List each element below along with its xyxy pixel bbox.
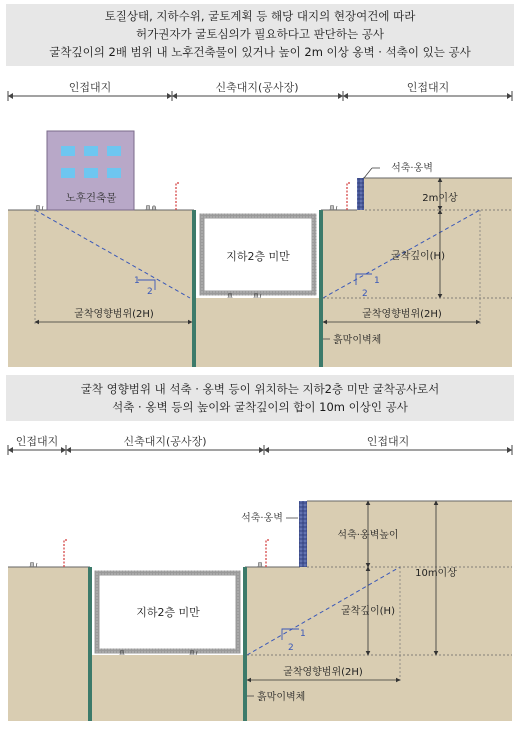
top-influence-right-label: 굴착영향범위(2H): [362, 309, 442, 320]
top-retaining-wall: [357, 178, 364, 210]
bottom-retaining-wall: [299, 501, 307, 567]
bottom-left-pole: [64, 540, 68, 567]
bottom-basement-label: 지하2층 미만: [136, 606, 200, 619]
top-diagram: [8, 80, 512, 367]
top-zone-left-label: 인접대지: [68, 81, 112, 94]
top-left-pile: [192, 210, 196, 367]
top-right-slope-1: 1: [374, 276, 380, 286]
bottom-left-pile: [88, 567, 92, 721]
bottom-right-pole: [266, 540, 270, 567]
height-2m-label: 2m이상: [422, 193, 458, 204]
bottom-slope-2: 2: [288, 643, 294, 653]
top-header-line-3: 굴착깊이의 2배 범위 내 노후건축물이 있거나 높이 2m 이상 옹벽 · 석축이 있는 공사: [49, 45, 471, 59]
top-right-slope-2: 2: [362, 289, 368, 299]
top-right-pole: [347, 183, 351, 210]
top-left-slope-2: 2: [147, 287, 153, 297]
top-header-line-2: 허가권자가 굴토심의가 필요하다고 판단하는 공사: [136, 27, 384, 41]
bottom-depth-label: 굴착깊이(H): [341, 606, 395, 617]
top-depth-label: 굴착깊이(H): [391, 251, 445, 262]
bottom-header-line-2: 석축 · 옹벽 등의 높이와 굴착깊이의 합이 10m 이상인 공사: [112, 400, 408, 414]
top-left-slope-1: 1: [134, 276, 140, 286]
bottom-zone-center-label: 신축대지(공사장): [123, 435, 207, 448]
bottom-right-pile: [243, 567, 247, 721]
bottom-slope-1: 1: [300, 629, 306, 639]
top-wall-label: 흙막이벽체: [333, 335, 382, 346]
old-building-label: 노후건축물: [65, 192, 117, 204]
top-zone-center-label: 신축대지(공사장): [215, 81, 299, 94]
bottom-retaining-wall-label: 석축·옹벽: [241, 513, 283, 524]
bottom-header-line-1: 굴착 영향범위 내 석축 · 옹벽 등이 위치하는 지하2층 미만 굴착공사로서: [80, 382, 440, 396]
top-left-pole: [176, 183, 180, 210]
bottom-wall-label: 흙막이벽체: [257, 692, 306, 703]
top-influence-left-label: 굴착영향범위(2H): [74, 309, 154, 320]
top-header-line-1: 토질상태, 지하수위, 굴토계획 등 해당 대지의 현장여건에 따라: [104, 9, 416, 23]
height-10m-label: 10m이상: [415, 568, 457, 579]
top-basement-label: 지하2층 미만: [226, 250, 290, 263]
top-right-pile: [319, 210, 323, 367]
bottom-zone-dimension: [8, 445, 512, 455]
wall-height-label: 석축·옹벽높이: [337, 530, 399, 541]
bottom-influence-label: 굴착영향범위(2H): [283, 667, 363, 678]
top-zone-right-label: 인접대지: [406, 81, 450, 94]
bottom-diagram: [8, 434, 512, 721]
bottom-zone-left-label: 인접대지: [15, 435, 59, 448]
bottom-zone-right-label: 인접대지: [366, 435, 410, 448]
top-retaining-wall-label: 석축·옹벽: [391, 163, 433, 174]
